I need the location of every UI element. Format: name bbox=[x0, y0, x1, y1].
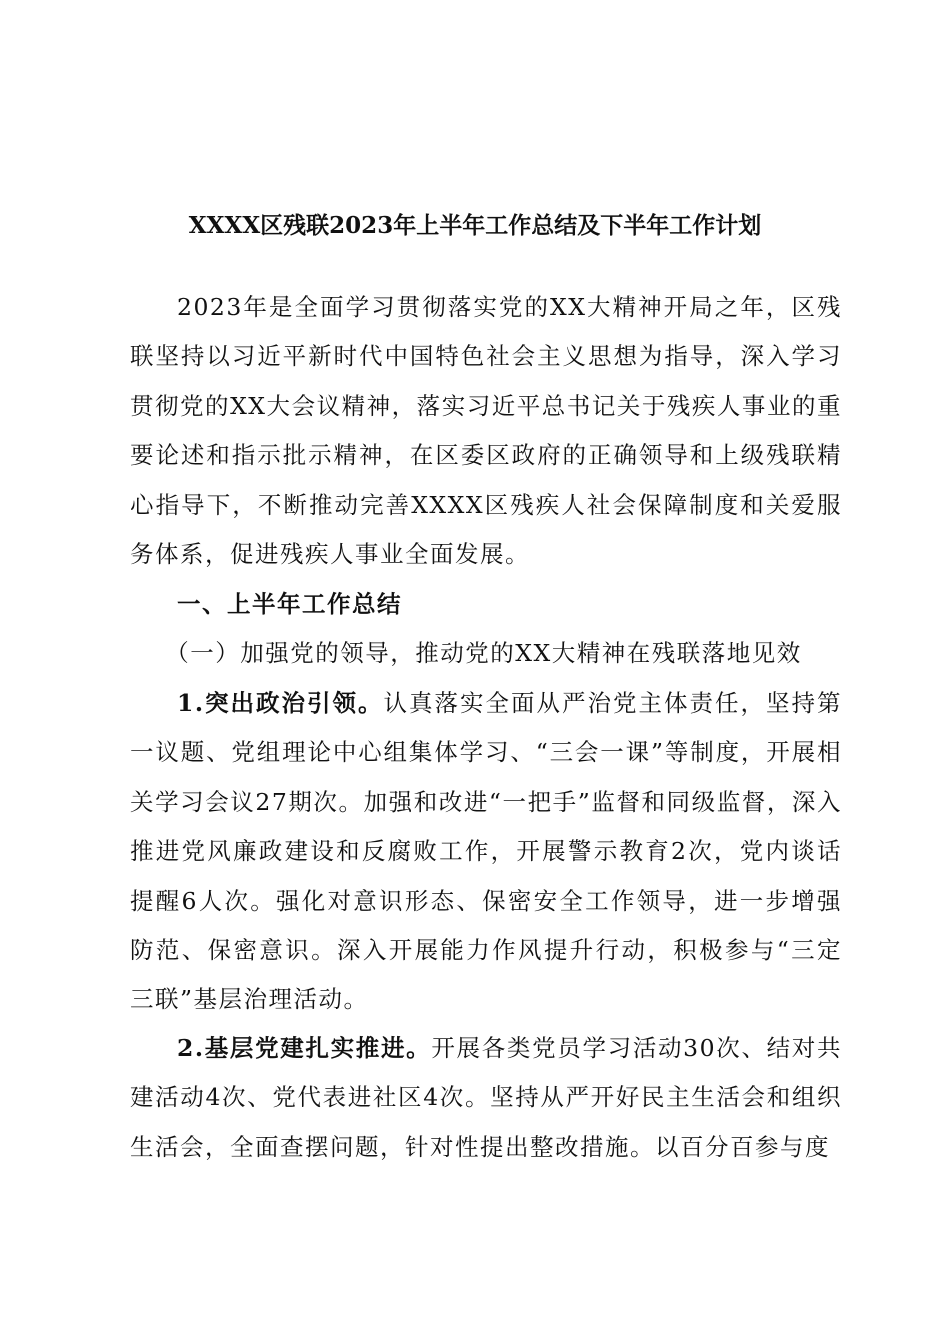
item-2-body: 开展各类党员学习活动30次、结对共建活动4次、党代表进社区4次。坚持从严开好民主生活会和组织生活会，全面查摆问题，针对性提出整改措施。以百分百参与度 bbox=[130, 1034, 842, 1161]
document-title: XXXX区残联2023年上半年工作总结及下半年工作计划 bbox=[188, 212, 762, 239]
intro-paragraph: 2023年是全面学习贯彻落实党的XX大精神开局之年，区残联坚持以习近平新时代中国特色社会主义思想为指导，深入学习贯彻党的XX大会议精神，落实习近平总书记关于残疾人事业的重要论述和指示批示精神，在区委区政府的正确领导和上级残联精心指导下，不断推动完善XXXX区残疾人社会保障制度和关爱服务体系，促进残疾人事业全面发展。 bbox=[130, 293, 842, 569]
item-1-lead: 1.突出政治引领。 bbox=[177, 689, 384, 717]
item-2-paragraph bbox=[130, 1024, 842, 1172]
subsection-heading-1: （一）加强党的领导，推动党的XX大精神在残联落地见效 bbox=[165, 639, 802, 667]
section-heading-1: 一、上半年工作总结 bbox=[177, 590, 402, 618]
item-2-lead: 2.基层党建扎实推进。 bbox=[177, 1034, 432, 1062]
item-1-body: 认真落实全面从严治党主体责任，坚持第一议题、党组理论中心组集体学习、“三会一课”等制度，开展相关学习会议27期次。加强和改进“一把手”监督和同级监督，深入推进党风廉政建设和反腐败工作，开展警示教育2次，党内谈话提醒6人次。强化对意识形态、保密安全工作领导，进一步增强防范、保密意识。深入开展能力作风提升行动，积极参与“三定三联”基层治理活动。 bbox=[130, 689, 842, 1014]
item-1-paragraph bbox=[130, 679, 842, 1025]
